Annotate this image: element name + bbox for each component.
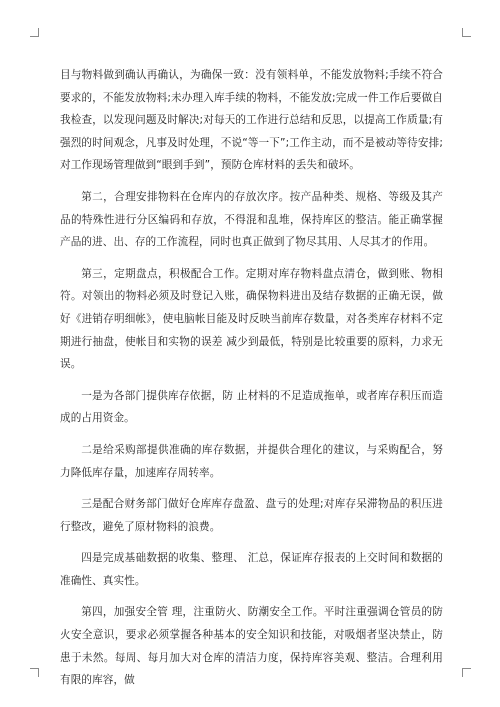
- corner-mark-top-right: [462, 28, 471, 37]
- corner-mark-top-left: [30, 28, 39, 37]
- paragraph-item-one: 一是为各部门提供库存依据，防 止材料的不足造成拖单，或者库存积压而造成的占用资金。: [60, 389, 443, 425]
- paragraph-item-two: 二是给采购部提供准确的库存数据，并提供合理化的建议，与采购配合，努力降低库存量，加速库存周转率。: [60, 443, 443, 479]
- paragraph-item-four: 四是完成基础数据的收集、整理、 汇总，保证库存报表的上交时间和数据的准确性、真实性。: [60, 552, 443, 587]
- corner-mark-bottom-right: [462, 668, 471, 677]
- document-body: [60, 64, 443, 701]
- paragraph-item-three: 三是配合财务部门做好仓库库存盘盈、盘亏的处理;对库存呆滞物品的积压进行整改，避免了原材物料的浪费。: [60, 498, 443, 533]
- paragraph-third: 第三，定期盘点，积极配合工作。定期对库存物料盘点清仓，做到账、物相符。对领出的物料必须及时登记入账，确保物料进出及结存数据的正确无误，做好《进销存明细帐》，使电脑帐目能及时反映当前库存数量，对各类库存材料不定期进行抽盘，使帐目和实物的误差 减少到最低，特别是比较重要的原料，力求无误。: [60, 267, 443, 371]
- paragraph-fourth: 第四，加强安全管 理，注重防火、防潮安全工作。平时注重强调仓管员的防火安全意识，要求必须掌握各种基本的安全知识和技能，对吸烟者坚决禁止，防患于未然。每周、每月加大对仓库的清洁力度，保持库容美观、整洁。合理利用有限的库容，做: [60, 606, 443, 687]
- corner-mark-bottom-left: [30, 668, 39, 677]
- paragraph-second: 第二，合理安排物料在仓库内的存放次序。按产品种类、规格、等级及其产品的特殊性进行分区编码和存放，不得混和乱堆，保持库区的整洁。能正确掌握产品的进、出、存的工作流程，同时也真正做到了物尽其用、人尽其才的作用。: [60, 190, 443, 249]
- paragraph-continuation: 目与物料做到确认再确认，为确保一致：没有领料单，不能发放物料;手续不符合要求的，不能发放物料;未办理入库手续的物料，不能发放;完成一件工作后要做自我检查，以发现问题及时解决;对每天的工作进行总结和反思，以提高工作质量;有强烈的时间观念，凡事及时处理，不说“等一下”;工作主动，而不是被动等待安排;对工作现场管理做到“眼到手到”，预防仓库材料的丢失和破坏。: [60, 69, 443, 172]
